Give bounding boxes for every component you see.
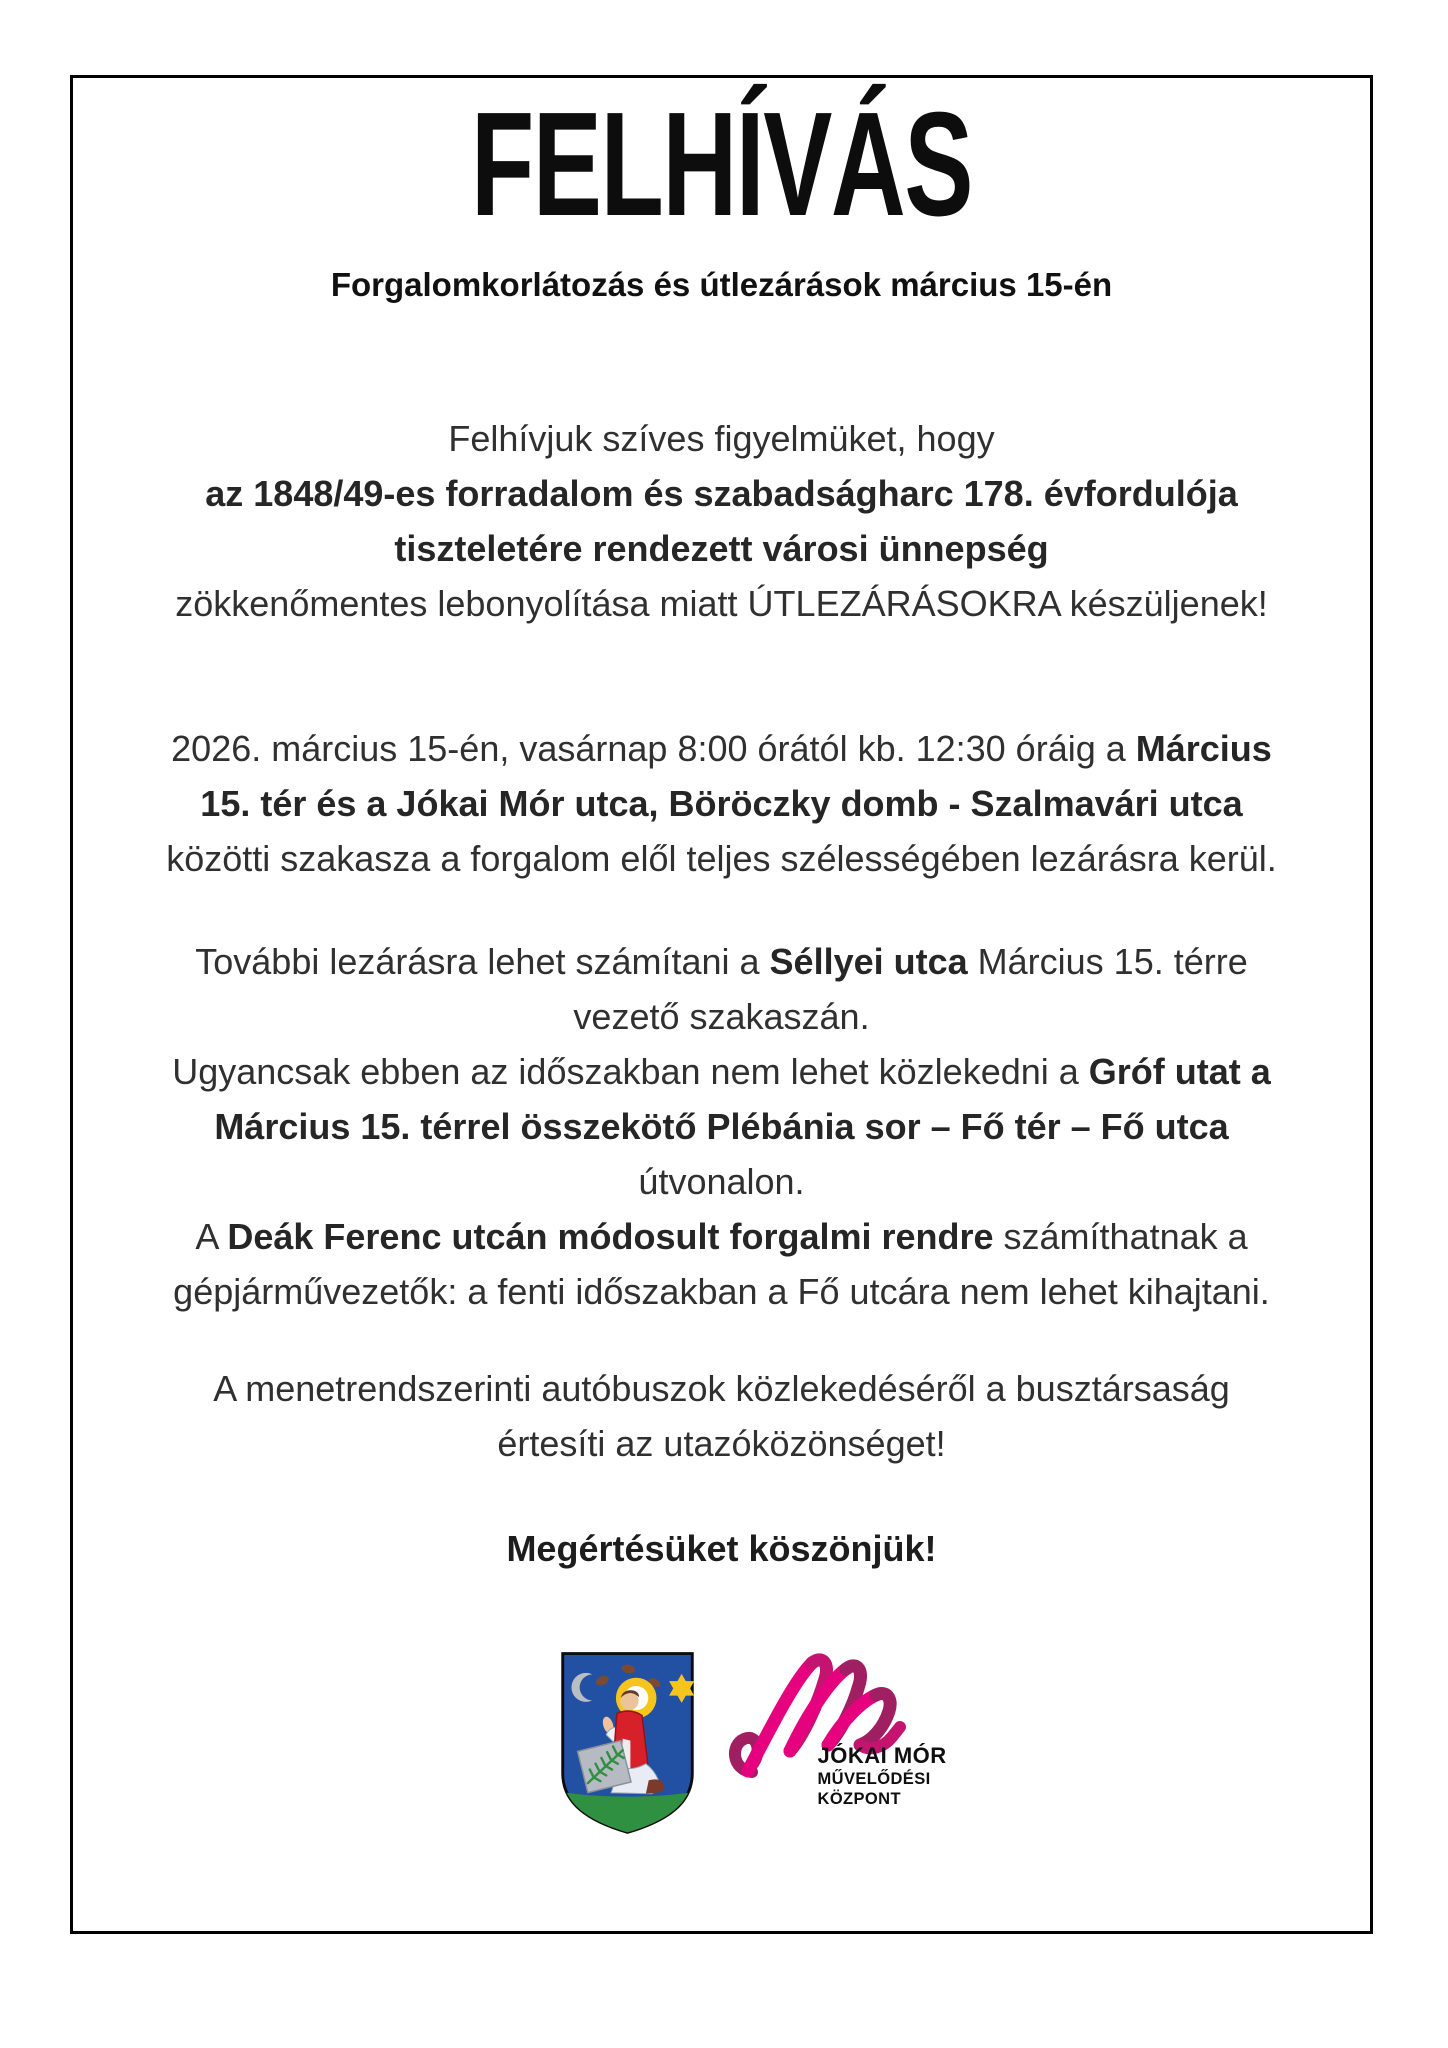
text-line: útvonalon. — [638, 1160, 805, 1202]
org-type-line1: MŰVELŐDÉSI — [817, 1769, 931, 1788]
paragraph-closure-details — [73, 721, 1370, 886]
text-line: vezető szakaszán. — [573, 995, 870, 1037]
paragraph-additional-closures — [73, 934, 1370, 1319]
paragraph-bus-info — [73, 1361, 1370, 1471]
text-line: A Deák Ferenc utcán módosult forgalmi rendre számíthatnak a — [195, 1215, 1248, 1257]
text-line: Március 15. térrel összekötő Plébánia sor – Fő tér – Fő utca — [214, 1105, 1229, 1147]
poster-subtitle: Forgalomkorlátozás és útlezárások március 15-én — [330, 265, 1113, 303]
text-line: az 1848/49-es forradalom és szabadságharc 178. évfordulója — [205, 472, 1238, 514]
poster-title: FELHÍVÁS — [470, 82, 973, 247]
text-line: értesíti az utazóközönséget! — [497, 1422, 946, 1464]
text-line: A menetrendszerinti autóbuszok közlekedéséről a busztársaság — [213, 1367, 1230, 1409]
footer-logos — [121, 1645, 1370, 1840]
coat-of-arms-icon — [555, 1645, 700, 1840]
closing-thanks: Megértésüket köszönjük! — [506, 1527, 937, 1569]
paragraph-attention — [73, 411, 1370, 631]
text-line: zökkenőmentes lebonyolítása miatt ÚTLEZÁRÁSOKRA készüljenek! — [175, 582, 1268, 624]
jmmk-logo-text — [818, 1743, 947, 1809]
text-line: 15. tér és a Jókai Mór utca, Böröczky domb - Szalmavári utca — [200, 782, 1243, 824]
poster-border-frame — [70, 75, 1373, 1934]
text-line: tiszteletére rendezett városi ünnepség — [394, 527, 1049, 569]
jmmk-logo — [722, 1645, 947, 1840]
text-line: Ugyancsak ebben az időszakban nem lehet közlekedni a Gróf utat a — [172, 1050, 1271, 1092]
text-line: gépjárművezetők: a fenti időszakban a Fő utcára nem lehet kihajtani. — [173, 1270, 1270, 1312]
text-line: 2026. március 15-én, vasárnap 8:00 órától kb. 12:30 óráig a Március — [171, 727, 1272, 769]
org-type-line2: KÖZPONT — [817, 1789, 901, 1808]
org-name: JÓKAI MÓR — [817, 1742, 947, 1768]
text-line: További lezárásra lehet számítani a Séllyei utca Március 15. térre — [195, 940, 1248, 982]
text-line: közötti szakasza a forgalom elől teljes szélességében lezárásra kerül. — [166, 837, 1277, 879]
text-line: Felhívjuk szíves figyelmüket, hogy — [448, 417, 995, 459]
